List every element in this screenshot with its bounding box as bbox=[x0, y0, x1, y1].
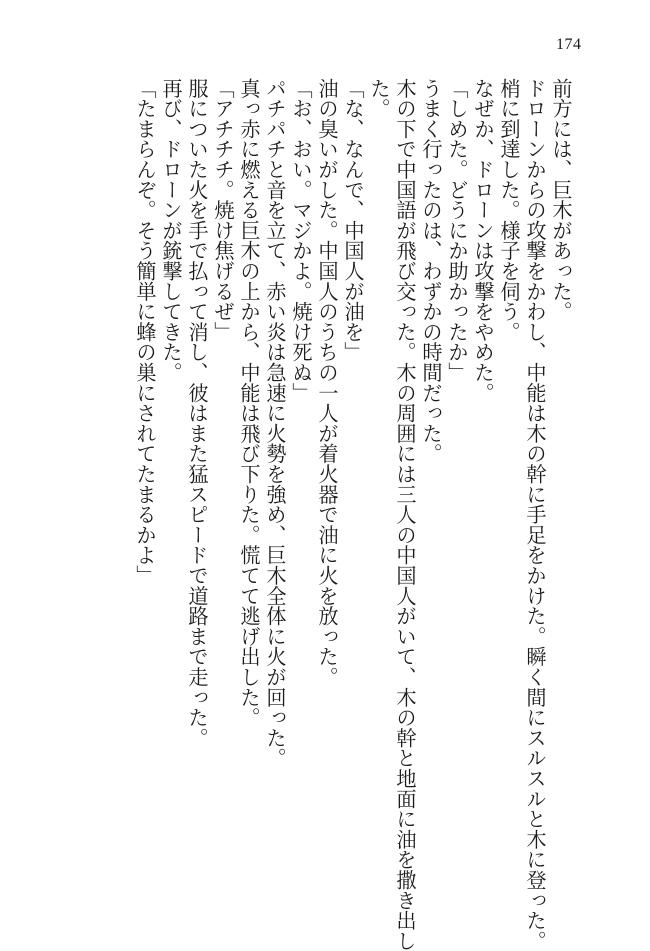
page-number: 174 bbox=[556, 36, 582, 53]
text-line: 「しめた。どうにか助かったか」 bbox=[445, 78, 469, 383]
text-line: 木の下で中国語が飛び交った。木の周囲には三人の中国人がいて、木の幹と地面に油を撒き出し bbox=[393, 78, 417, 951]
vertical-text-body bbox=[132, 78, 574, 951]
text-line: 油の臭いがした。中国人のうちの一人が着火器で油に火を放った。 bbox=[315, 78, 339, 687]
text-line: た。 bbox=[367, 78, 391, 119]
text-line: なぜか、ドローンは攻撃をやめた。 bbox=[471, 78, 495, 403]
text-line: 真っ赤に燃える巨木の上から、中能は飛び下りた。慌てて逃げ出した。 bbox=[237, 78, 261, 728]
text-line: 「アチチチ。焼け焦げるぜ」 bbox=[211, 78, 235, 342]
text-line: ドローンからの攻撃をかわし、中能は木の幹に手足をかけた。瞬く間にスルスルと木に登った。 bbox=[523, 78, 547, 951]
text-line: 「な、なんで、中国人が油を」 bbox=[341, 78, 365, 363]
text-line: うまく行ったのは、わずかの時間だった。 bbox=[419, 78, 443, 464]
text-line: 梢に到達した。様子を伺う。 bbox=[497, 78, 521, 342]
text-line: 「お、おい。マジかよ。焼け死ぬ」 bbox=[289, 78, 313, 403]
text-line: 再び、ドローンが銃撃してきた。 bbox=[159, 78, 183, 383]
text-line: パチパチと音を立て、赤い炎は急速に火勢を強め、巨木全体に火が回った。 bbox=[263, 78, 287, 769]
text-line: 前方には、巨木があった。 bbox=[549, 78, 573, 322]
text-line: 「たまらんぞ。そう簡単に蜂の巣にされてたまるかよ」 bbox=[133, 78, 157, 586]
text-line: 服についた火を手で払って消し、彼はまた猛スピードで道路まで走った。 bbox=[185, 78, 209, 748]
